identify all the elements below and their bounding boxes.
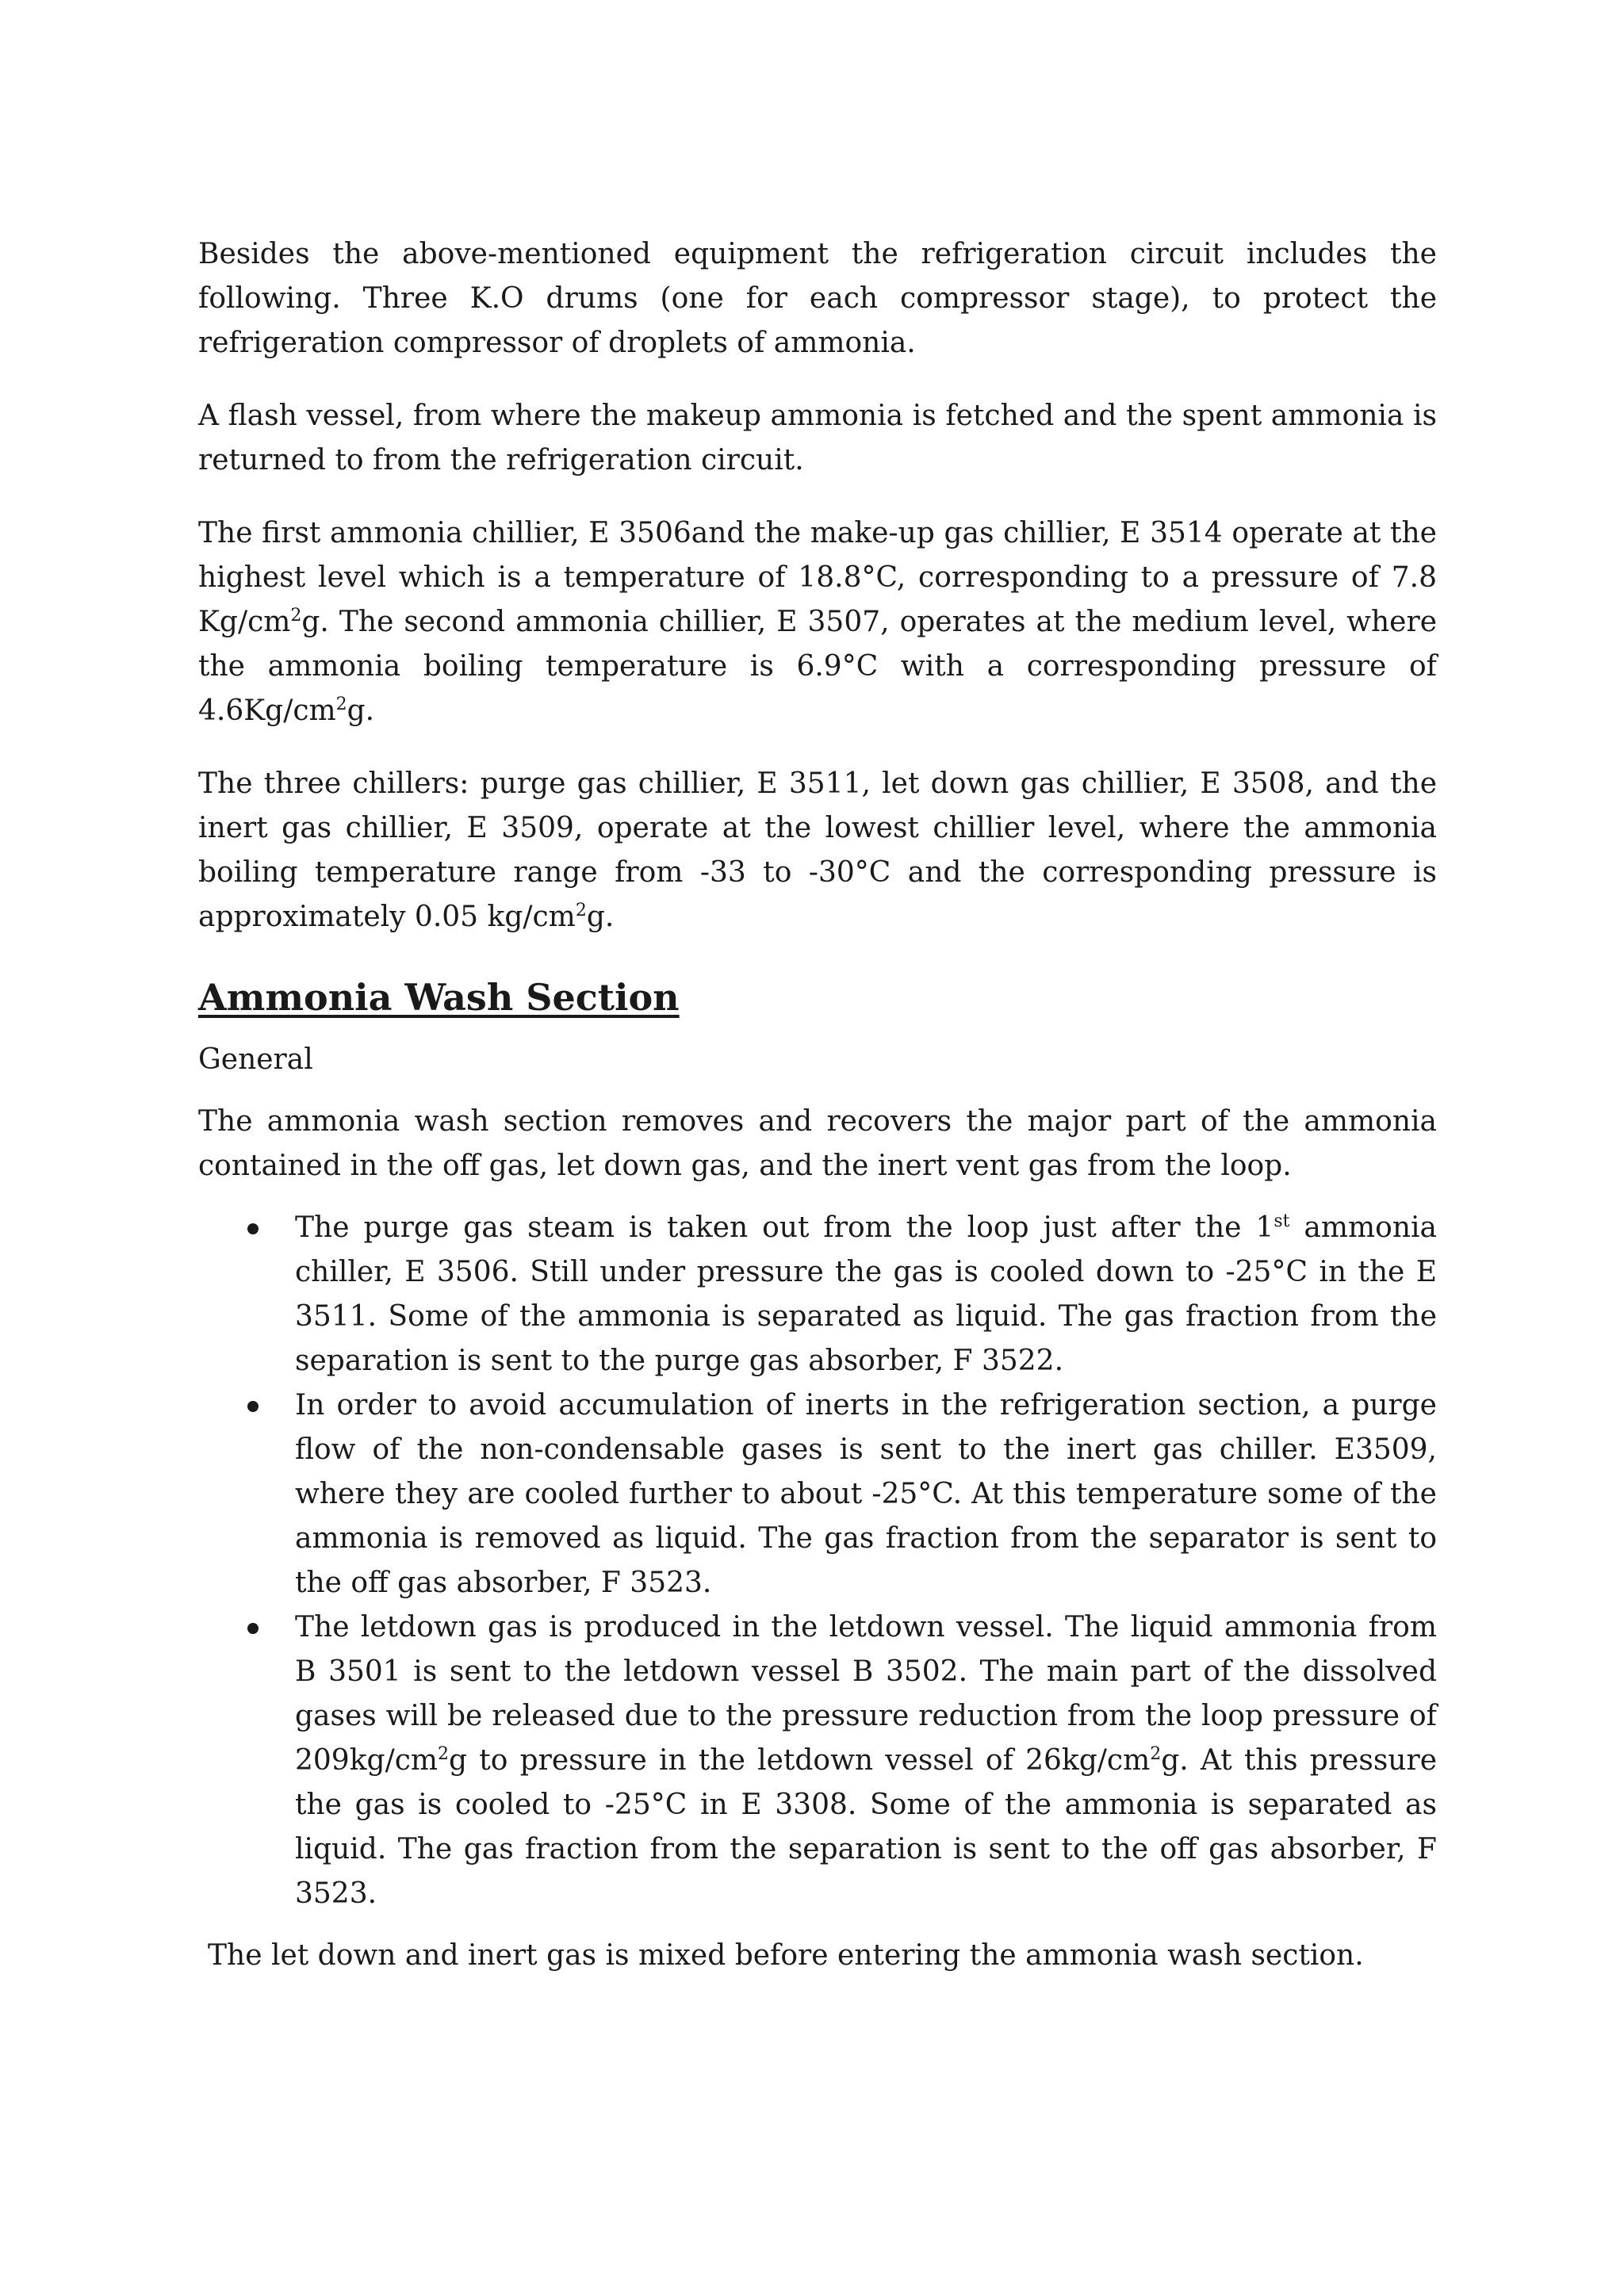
superscript: 2 <box>335 695 347 714</box>
section-title: Ammonia Wash Section <box>198 976 680 1019</box>
text-run: g. The second ammonia chillier, E 3507, operates at the medium level, where the ammonia boiling temperature is 6.9°C with a corresponding pressure of 4.6Kg/cm <box>198 606 1437 727</box>
text-run: g. At this pressure the gas is cooled to -25°C in E 3308. Some of the ammonia is separated as liquid. The gas fraction from the separation is sent to the off gas absorber, F 3523. <box>295 1744 1438 1910</box>
paragraph-three-chillers <box>198 762 1437 939</box>
text-run: The letdown gas is produced in the letdown vessel. The liquid ammonia from B 3501 is sent to the letdown vessel B 3502. The main part of the dissolved gases will be released due to the pressure reduction from the loop pressure of 209kg/cm <box>295 1611 1437 1777</box>
text-run: g. <box>586 901 615 933</box>
paragraph-chillier-levels <box>198 511 1437 733</box>
text-run: ammonia chiller, E 3506. Still under pressure the gas is cooled down to -25°C in the E 3511. Some of the ammonia is separated as liquid. The gas fraction from the separation is sent to the purge gas absorber, F 3522. <box>295 1211 1438 1377</box>
superscript: 2 <box>575 901 587 920</box>
text-run: The three chillers: purge gas chillier, E 3511, let down gas chillier, E 3508, and the inert gas chillier, E 3509, operate at the lowest chillier level, where the ammonia boiling temperature range from -33 to -30°C and the corresponding pressure is approximately 0.05 kg/cm <box>198 767 1437 933</box>
closing-paragraph: The let down and inert gas is mixed before entering the ammonia wash section. <box>208 1939 1364 1972</box>
text-run: The purge gas steam is taken out from the loop just after the 1 <box>295 1211 1274 1244</box>
text-run: g. <box>347 695 375 727</box>
document-page <box>198 232 1437 1978</box>
list-item-letdown-gas <box>198 1605 1437 1916</box>
superscript: st <box>1274 1211 1290 1231</box>
list-item-inert-gas <box>198 1383 1437 1605</box>
section-intro: The ammonia wash section removes and recovers the major part of the ammonia contained in the off gas, let down gas, and the inert vent gas from the loop. <box>198 1105 1437 1182</box>
bullet-list <box>198 1206 1437 1916</box>
text-run: In order to avoid accumulation of inerts in the refrigeration section, a purge flow of the non-condensable gases is sent to the inert gas chiller. E3509, where they are cooled further to about -25°C. At this temperature some of the ammonia is removed as liquid. The gas fraction from the separator is sent to the off gas absorber, F 3523. <box>295 1389 1437 1599</box>
paragraph-flash-vessel: A flash vessel, from where the makeup ammonia is fetched and the spent ammonia is returned to from the refrigeration circuit. <box>198 400 1437 476</box>
section-subheading: General <box>198 1043 313 1076</box>
superscript: 2 <box>290 606 302 626</box>
bullet-icon <box>247 1223 259 1234</box>
superscript: 2 <box>438 1744 449 1764</box>
text-run: g to pressure in the letdown vessel of 26kg/cm <box>449 1744 1151 1777</box>
bullet-icon <box>247 1401 259 1412</box>
list-item-purge-gas <box>198 1206 1437 1383</box>
bullet-icon <box>247 1623 259 1634</box>
superscript: 2 <box>1150 1744 1162 1764</box>
paragraph-refrigeration-circuit: Besides the above-mentioned equipment the refrigeration circuit includes the following. Three K.O drums (one for each compressor stage), to protect the refrigeration compressor of droplets of ammonia. <box>198 238 1437 359</box>
text-run: The first ammonia chillier, E 3506and the make-up gas chillier, E 3514 operate at the highest level which is a temperature of 18.8°C, corresponding to a pressure of 7.8 Kg/cm <box>198 517 1437 638</box>
